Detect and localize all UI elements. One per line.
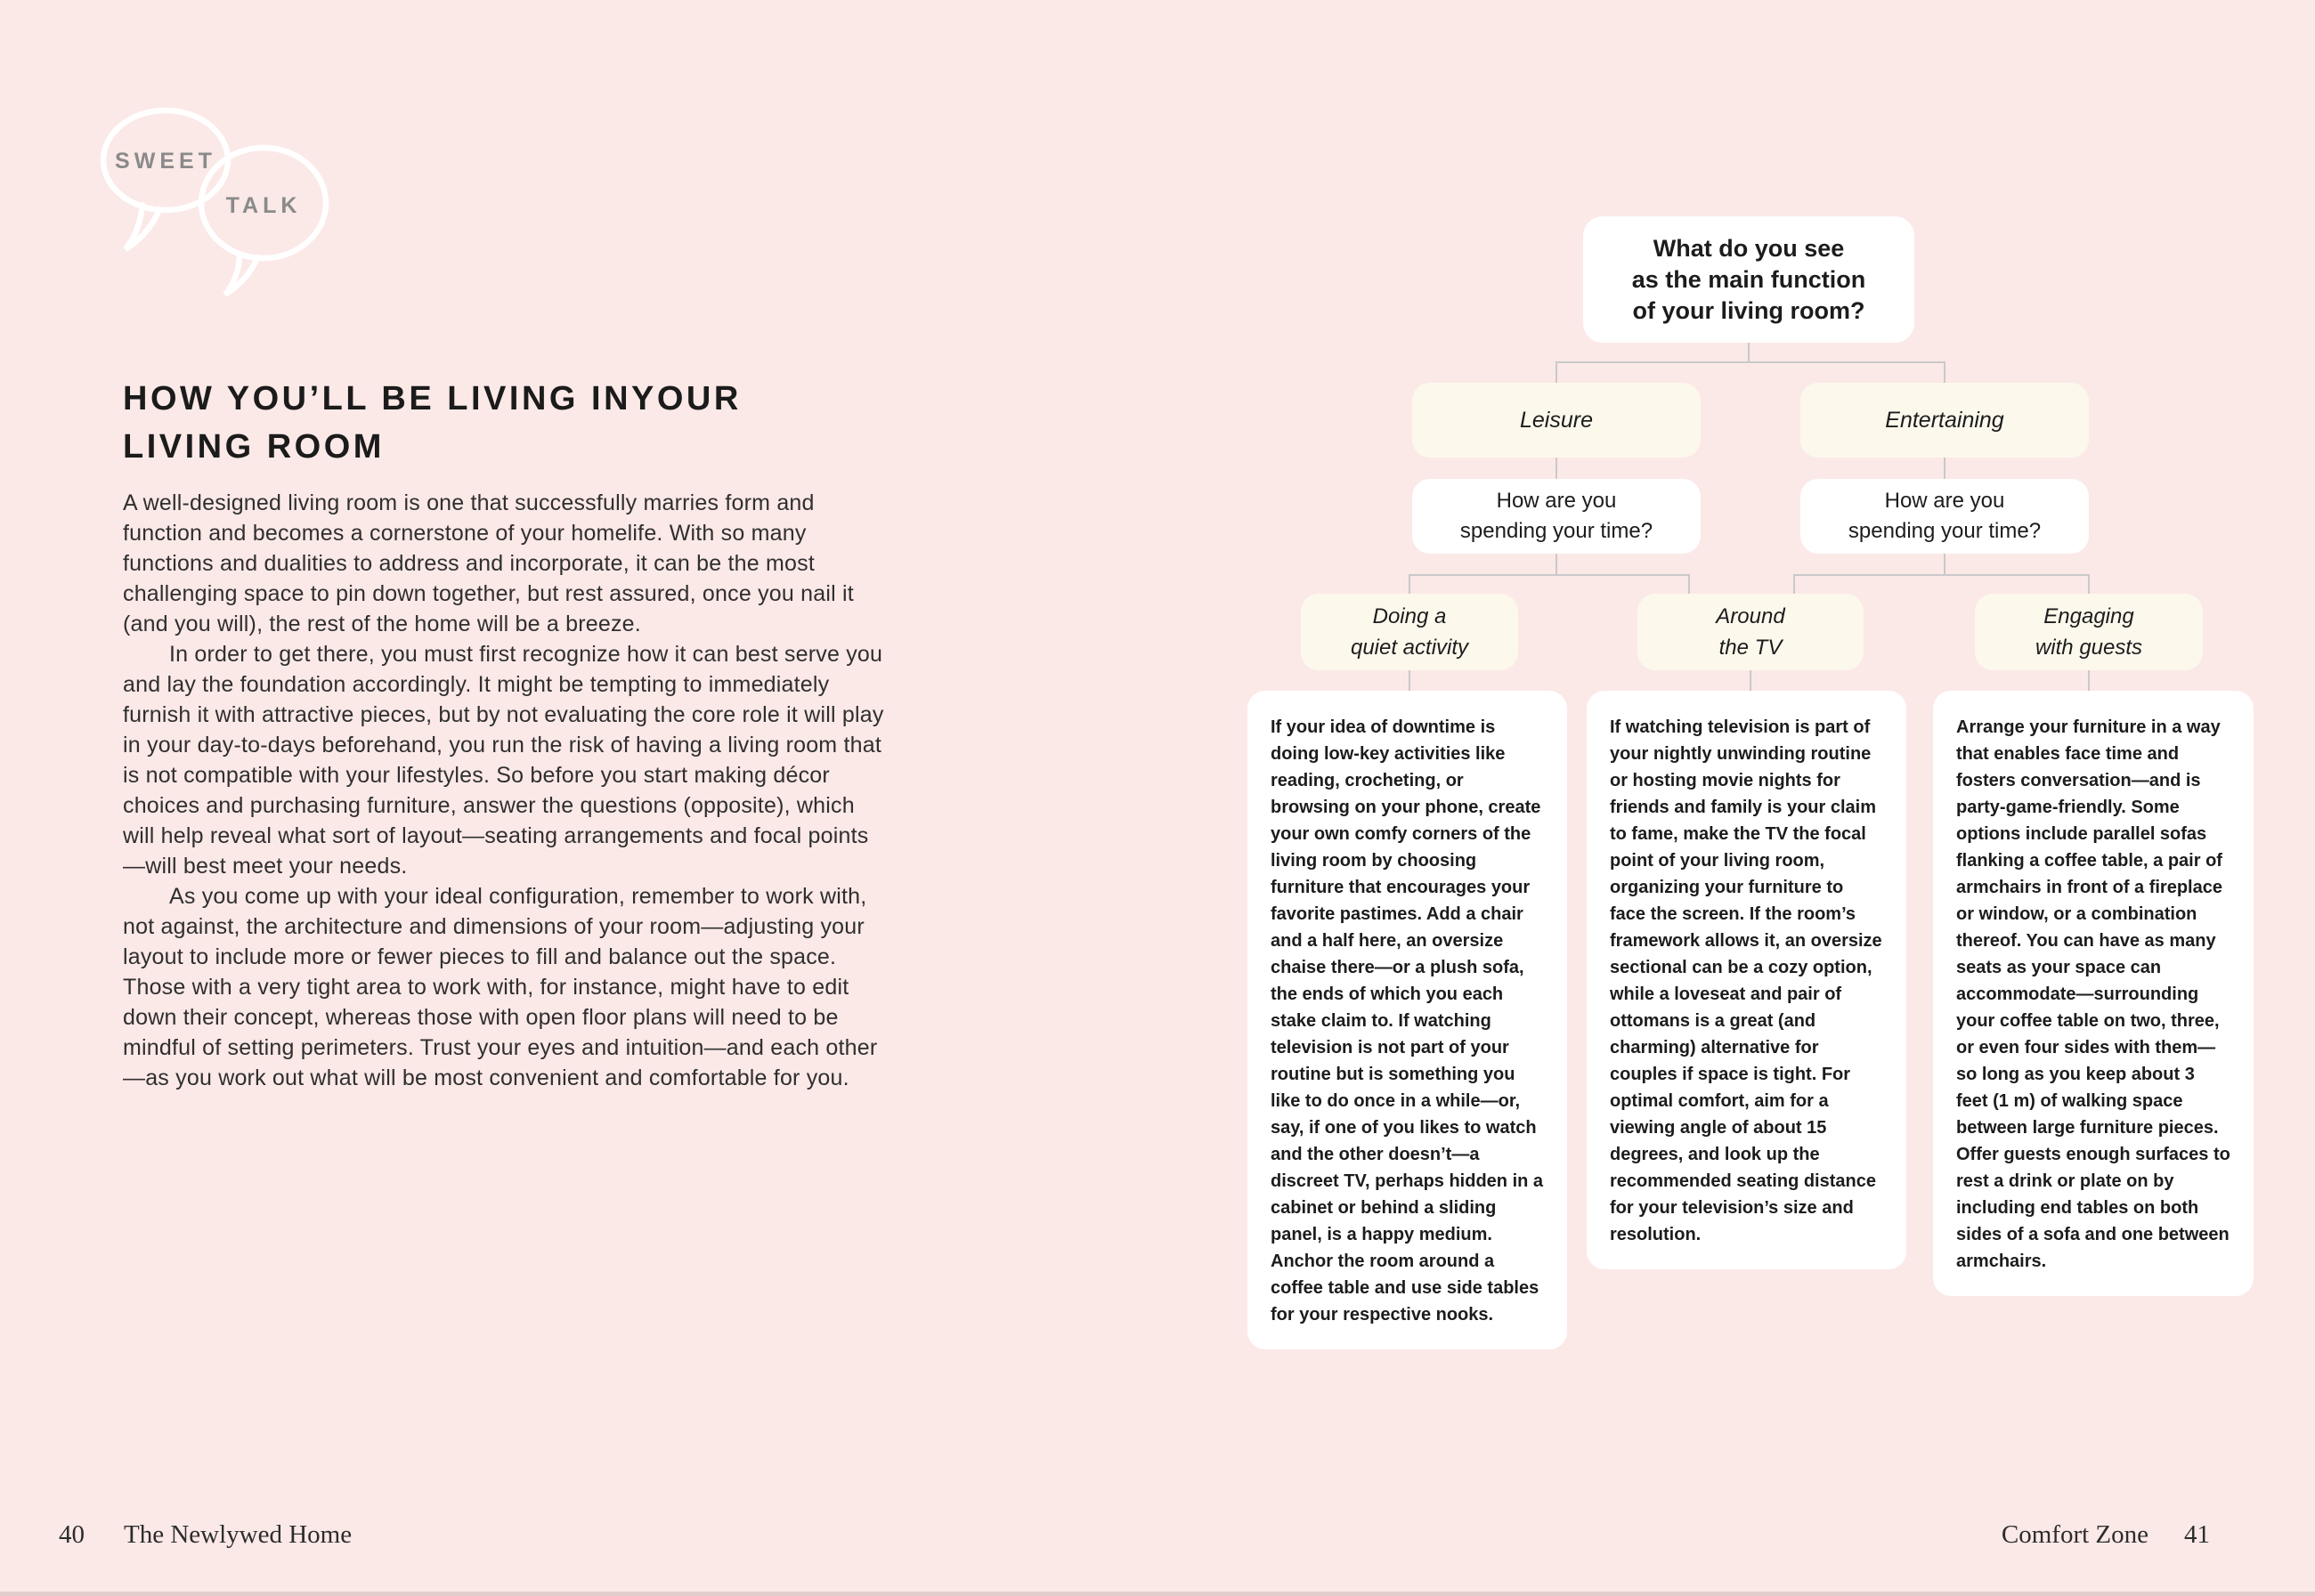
leisure-question-line-1: How are you bbox=[1496, 489, 1617, 513]
entertaining-question-line-2: spending your time? bbox=[1848, 519, 2042, 543]
root-question-line-1: What do you see bbox=[1653, 234, 1845, 262]
page-title-line-2: YOUR LIVING ROOM bbox=[123, 380, 742, 466]
node-leisure-label: Leisure bbox=[1520, 407, 1593, 433]
left-page-number: 40 bbox=[59, 1520, 85, 1549]
book-title: The Newlywed Home bbox=[124, 1520, 353, 1549]
around-tv-line-2: the TV bbox=[1718, 636, 1783, 660]
right-page-footer bbox=[2002, 1520, 2210, 1550]
node-leisure bbox=[1412, 383, 1701, 458]
node-around-the-tv bbox=[1637, 594, 1864, 670]
node-engaging-with-guests bbox=[1975, 594, 2203, 670]
entertaining-question-line-1: How are you bbox=[1884, 489, 2005, 513]
flowchart-root-question bbox=[1583, 216, 1914, 343]
intro-text bbox=[123, 488, 887, 1093]
around-tv-line-1: Around bbox=[1716, 604, 1785, 628]
left-page-footer bbox=[59, 1520, 352, 1550]
logo-word-sweet: SWEET bbox=[115, 149, 216, 174]
node-question-entertaining-time bbox=[1800, 479, 2089, 554]
quiet-activity-line-1: Doing a bbox=[1372, 604, 1447, 628]
leisure-question-line-2: spending your time? bbox=[1459, 519, 1653, 543]
engaging-guests-line-2: with guests bbox=[2035, 636, 2143, 660]
node-entertaining bbox=[1800, 383, 2089, 458]
quiet-activity-line-2: quiet activity bbox=[1350, 636, 1469, 660]
advice-quiet-activity: If your idea of downtime is doing low-key activities like reading, crocheting, or browsing on your phone, create your own comfy corners of the living room by choosing furniture that encourages your favorite pastimes. Add a chair and a half here, an oversize chaise there—or a plush sofa, the ends of which you each stake claim to. If watching television is not part of your routine but is something you like to do once in a while—or, say, if one of you likes to watch and the other doesn’t—a discreet TV, perhaps hidden in a cabinet or behind a sliding panel, is a happy medium. Anchor the room around a coffee table and use side tables for your respective nooks. bbox=[1247, 691, 1567, 1349]
page-bottom-edge bbox=[0, 1592, 2315, 1596]
node-quiet-activity bbox=[1301, 594, 1518, 670]
section-title: Comfort Zone bbox=[2001, 1520, 2148, 1549]
right-page-number: 41 bbox=[2184, 1520, 2210, 1549]
node-question-leisure-time bbox=[1412, 479, 1701, 554]
intro-paragraph-1: A well-designed living room is one that successfully marries form and function and becomes a cornerstone of your homelife. With so many functions and dualities to address and incorporate, it can be the most challenging space to pin down together, but rest assured, once you nail it (and you will), the rest of the home will be a breeze. bbox=[123, 490, 854, 636]
root-question-line-2: as the main function bbox=[1631, 265, 1866, 293]
intro-paragraph-2: In order to get there, you must first recognize how it can best serve you and lay the foundation accordingly. It might be tempting to immediately furnish it with attractive pieces, but by not evaluating the core role it will play in your day-to-days beforehand, you run the risk of having a living room that is not compatible with your lifestyles. So before you start making décor choices and purchasing furniture, answer the questions (opposite), which will help reveal what sort of layout—seating arrangements and focal points—will best meet your needs. bbox=[123, 642, 884, 879]
engaging-guests-line-1: Engaging bbox=[2043, 604, 2134, 628]
page-title-line-1: HOW YOU’LL BE LIVING IN bbox=[123, 380, 632, 418]
sweet-talk-speech-bubbles-logo bbox=[96, 105, 345, 296]
root-question-line-3: of your living room? bbox=[1632, 296, 1865, 324]
advice-engaging-with-guests: Arrange your furniture in a way that enables face time and fosters conversation—and is party-game-friendly. Some options include parallel sofas flanking a coffee table, a pair of armchairs in front of a fireplace or window, or a combination thereof. You can have as many seats as your space can accommodate—surrounding your coffee table on two, three, or even four sides with them—so long as you keep about 3 feet (1 m) of walking space between large furniture pieces. Offer guests enough surfaces to rest a drink or plate on by including end tables on both sides of a sofa and one between armchairs. bbox=[1933, 691, 2254, 1296]
intro-paragraph-3: As you come up with your ideal configuration, remember to work with, not against, the architecture and dimensions of your room—adjusting your layout to include more or fewer pieces to fill and balance out the space. Those with a very tight area to work with, for instance, might have to edit down their concept, whereas those with open floor plans will need to be mindful of setting perimeters. Trust your eyes and intuition—and each other—as you work out what will be most convenient and comfortable for you. bbox=[123, 884, 878, 1090]
advice-around-the-tv: If watching television is part of your nightly unwinding routine or hosting movie nights for friends and family is your claim to fame, make the TV the focal point of your living room, organizing your furniture to face the screen. If the room’s framework allows it, an oversize sectional can be a cozy option, while a loveseat and pair of ottomans is a great (and charming) alternative for couples if space is tight. For optimal comfort, aim for a viewing angle of about 15 degrees, and look up the recommended seating distance for your television’s size and resolution. bbox=[1587, 691, 1906, 1269]
logo-word-talk: TALK bbox=[225, 193, 302, 218]
node-entertaining-label: Entertaining bbox=[1885, 407, 2004, 433]
page-title bbox=[123, 375, 800, 471]
speech-bubble-right-tail bbox=[225, 255, 257, 295]
